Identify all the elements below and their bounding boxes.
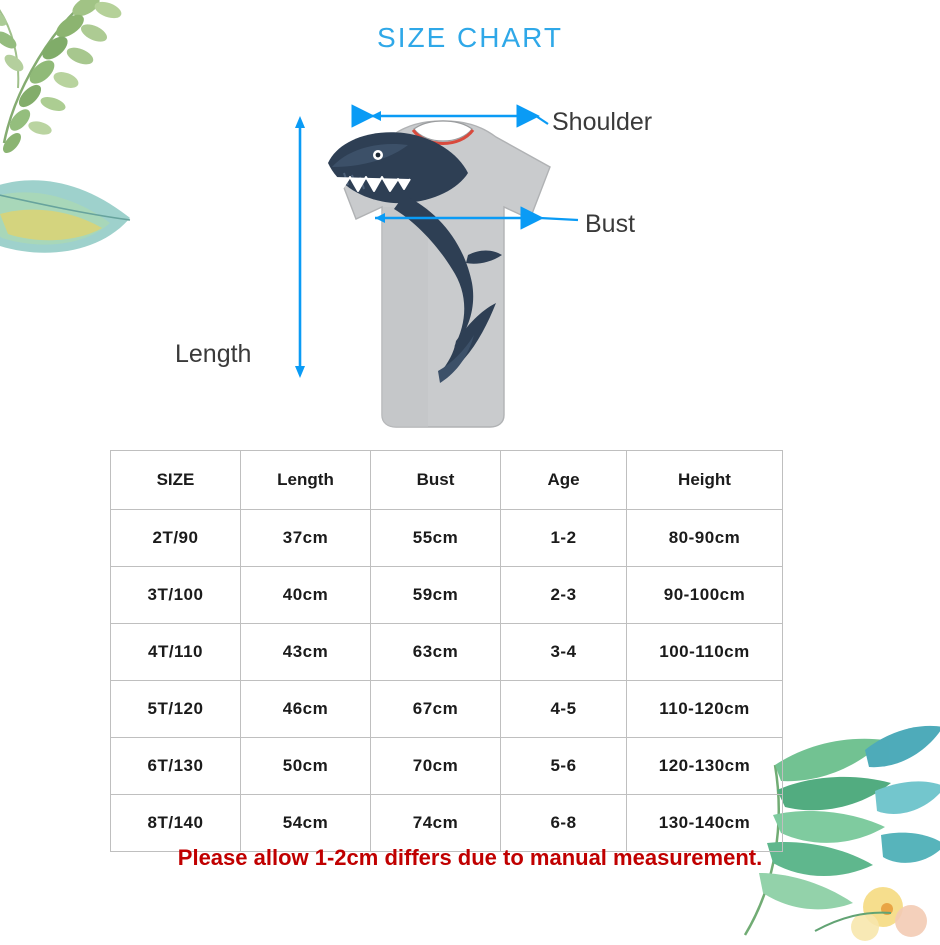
label-length: Length [175,340,252,368]
cell-age: 4-5 [501,681,627,738]
measurement-arrows [0,70,940,410]
cell-size: 8T/140 [111,795,241,852]
cell-bust: 55cm [371,510,501,567]
column-header-length: Length [241,451,371,510]
cell-age: 1-2 [501,510,627,567]
cell-length: 46cm [241,681,371,738]
column-header-height: Height [627,451,783,510]
measurement-diagram [0,70,940,410]
cell-length: 43cm [241,624,371,681]
table-header-row [111,451,783,510]
page-title: SIZE CHART [377,22,563,53]
column-header-age: Age [501,451,627,510]
cell-age: 6-8 [501,795,627,852]
table-row [111,738,783,795]
cell-height: 100-110cm [627,624,783,681]
table-row [111,510,783,567]
cell-bust: 67cm [371,681,501,738]
cell-bust: 63cm [371,624,501,681]
cell-height: 90-100cm [627,567,783,624]
table-row [111,624,783,681]
label-bust: Bust [585,210,636,238]
cell-length: 37cm [241,510,371,567]
cell-height: 110-120cm [627,681,783,738]
cell-height: 130-140cm [627,795,783,852]
cell-size: 6T/130 [111,738,241,795]
measurement-disclaimer: Please allow 1-2cm differs due to manual measurement. [177,845,763,870]
table-row [111,795,783,852]
cell-age: 5-6 [501,738,627,795]
size-chart-table [110,450,783,852]
table-row [111,681,783,738]
table-row [111,567,783,624]
cell-length: 40cm [241,567,371,624]
cell-size: 3T/100 [111,567,241,624]
cell-bust: 59cm [371,567,501,624]
cell-size: 4T/110 [111,624,241,681]
cell-height: 80-90cm [627,510,783,567]
cell-length: 54cm [241,795,371,852]
cell-length: 50cm [241,738,371,795]
cell-height: 120-130cm [627,738,783,795]
cell-age: 3-4 [501,624,627,681]
cell-bust: 74cm [371,795,501,852]
label-shoulder: Shoulder [552,108,653,136]
cell-size: 5T/120 [111,681,241,738]
column-header-size: SIZE [111,451,241,510]
column-header-bust: Bust [371,451,501,510]
cell-bust: 70cm [371,738,501,795]
cell-age: 2-3 [501,567,627,624]
cell-size: 2T/90 [111,510,241,567]
